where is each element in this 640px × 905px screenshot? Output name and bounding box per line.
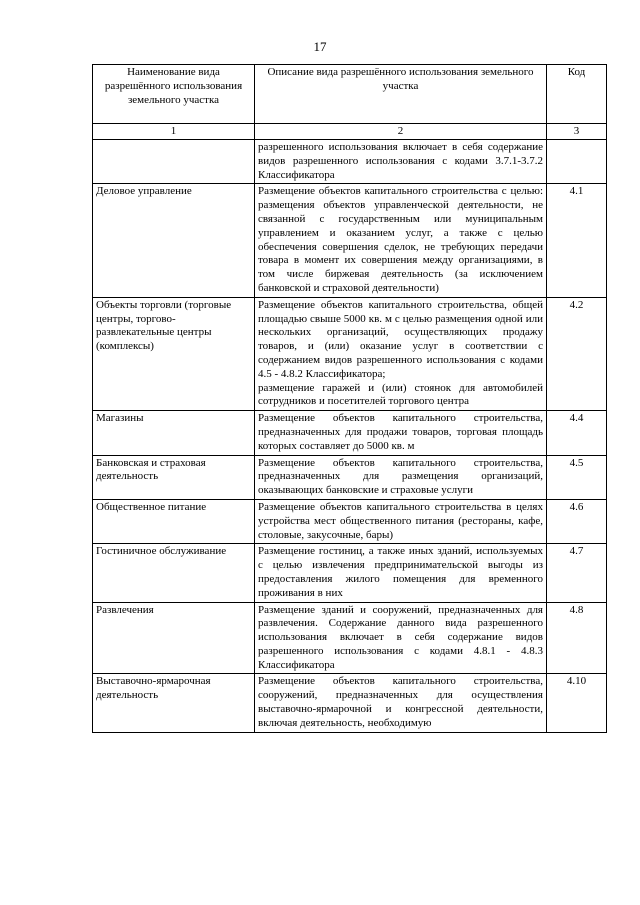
use-type-description: Размещение объектов капитального строительства, предназначенных для размещения организаций, оказывающих банковские и страховые услуги xyxy=(255,455,547,499)
header-code: Код xyxy=(547,65,607,124)
table-row xyxy=(93,602,607,674)
table-row xyxy=(93,140,607,184)
use-type-name: Банковская и страховая деятельность xyxy=(93,455,255,499)
use-type-description: Размещение объектов капитального строительства, предназначенных для продажи товаров, торговая площадь которых составляет до 5000 кв. м xyxy=(255,411,547,455)
use-type-description: Размещение объектов капитального строительства с целью: размещения объектов управленческой деятельности, не связанной с государственным или муниципальным управлением и оказанием услуг, а также с целью обеспечения совершения сделок, не требующих передачи товара в момент их совершения между организациями, в том числе биржевая деятельность (за исключением банковской и страховой деятельности) xyxy=(255,184,547,297)
use-type-code xyxy=(547,140,607,184)
use-type-name xyxy=(93,140,255,184)
table-row xyxy=(93,297,607,410)
use-type-description: разрешенного использования включает в себя содержание видов разрешенного использования с кодами 3.7.1-3.7.2 Классификатора xyxy=(255,140,547,184)
column-number: 2 xyxy=(255,124,547,140)
table-row xyxy=(93,674,607,732)
column-number: 1 xyxy=(93,124,255,140)
use-type-description: Размещение гостиниц, а также иных зданий, используемых с целью извлечения предпринимательской выгоды из предоставления жилого помещения для временного проживания в них xyxy=(255,544,547,602)
use-type-code: 4.4 xyxy=(547,411,607,455)
use-type-code: 4.6 xyxy=(547,499,607,543)
use-type-code: 4.2 xyxy=(547,297,607,410)
use-type-description: Размещение объектов капитального строительства в целях устройства мест общественного питания (рестораны, кафе, столовые, закусочные, бары) xyxy=(255,499,547,543)
table-body xyxy=(93,140,607,733)
use-type-code: 4.5 xyxy=(547,455,607,499)
page-number: 17 xyxy=(313,39,327,54)
use-type-description: Размещение объектов капитального строительства, общей площадью свыше 5000 кв. м с целью размещения одной или нескольких организаций, осуществляющих продажу товаров, и (или) оказание услуг в соответствии с содержанием видов разрешенного использования с кодами 4.5 - 4.8.2 Классификатора; размещение гаражей и (или) стоянок для автомобилей сотрудников и посетителей торгового центра xyxy=(255,297,547,410)
use-type-name: Магазины xyxy=(93,411,255,455)
use-type-name: Общественное питание xyxy=(93,499,255,543)
use-type-code: 4.7 xyxy=(547,544,607,602)
table-row xyxy=(93,411,607,455)
table-row xyxy=(93,499,607,543)
table-row xyxy=(93,455,607,499)
land-use-table xyxy=(92,64,607,733)
use-type-name: Развлечения xyxy=(93,602,255,674)
table-row xyxy=(93,544,607,602)
header-description: Описание вида разрешённого использования земельного участка xyxy=(255,65,547,124)
use-type-name: Гостиничное обслуживание xyxy=(93,544,255,602)
use-type-description: Размещение зданий и сооружений, предназначенных для развлечения. Содержание данного вида разрешенного использования включает в себя содержание видов разрешенного использования с кодами 4.8.1 - 4.8.3 Классификатора xyxy=(255,602,547,674)
use-type-code: 4.8 xyxy=(547,602,607,674)
table-row xyxy=(93,184,607,297)
use-type-code: 4.10 xyxy=(547,674,607,732)
use-type-code: 4.1 xyxy=(547,184,607,297)
table-header-row xyxy=(93,65,607,124)
use-type-name: Объекты торговли (торговые центры, торгово-развлекательные центры (комплексы) xyxy=(93,297,255,410)
use-type-name: Деловое управление xyxy=(93,184,255,297)
use-type-name: Выставочно-ярмарочная деятельность xyxy=(93,674,255,732)
header-name: Наименование вида разрешённого использования земельного участка xyxy=(93,65,255,124)
column-number-row xyxy=(93,124,607,140)
use-type-description: Размещение объектов капитального строительства, сооружений, предназначенных для осуществления выставочно-ярмарочной и конгрессной деятельности, включая деятельность, необходимую xyxy=(255,674,547,732)
column-number: 3 xyxy=(547,124,607,140)
